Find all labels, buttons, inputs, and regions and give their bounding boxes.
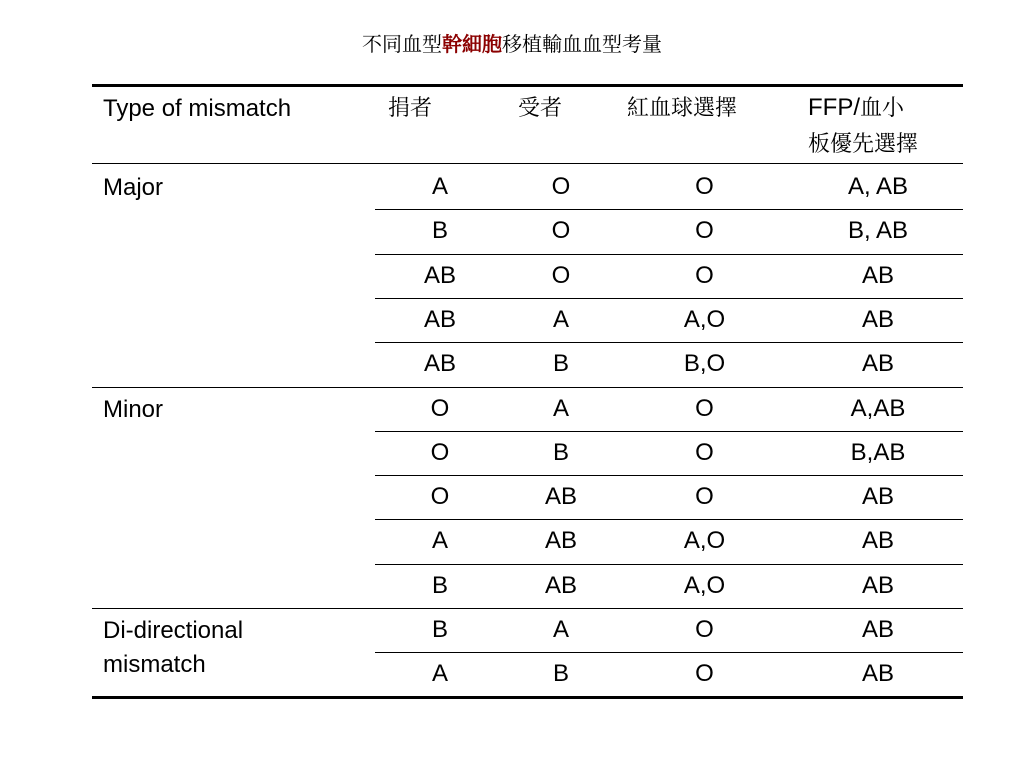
row-separator-rule bbox=[375, 254, 963, 255]
header-ffp bbox=[808, 90, 918, 163]
table-cell: AB bbox=[861, 483, 894, 511]
header-ffp-line2: 板優先選擇 bbox=[808, 132, 919, 157]
table-cell: A, AB bbox=[847, 173, 909, 200]
table-cell: AB bbox=[544, 571, 577, 599]
table-cell: O bbox=[551, 261, 571, 289]
table-cell: O bbox=[695, 217, 714, 245]
group-label bbox=[103, 393, 163, 427]
table-cell: O bbox=[695, 173, 714, 200]
table-cell: A bbox=[431, 527, 448, 555]
table-cell: AB bbox=[861, 616, 894, 643]
table-cell: AB bbox=[861, 305, 894, 333]
table-header-rule bbox=[92, 84, 963, 87]
table-cell: AB bbox=[423, 261, 456, 289]
table-cell: B,AB bbox=[850, 438, 906, 466]
row-separator-rule bbox=[375, 652, 963, 653]
header-type: Type of mismatch bbox=[103, 95, 292, 122]
group-label-line: Di-directional bbox=[103, 617, 244, 644]
table-cell: O bbox=[695, 616, 714, 643]
table-cell: A bbox=[552, 305, 569, 333]
table-cell: AB bbox=[861, 261, 894, 289]
row-separator-rule bbox=[375, 519, 963, 520]
row-separator-rule bbox=[375, 209, 963, 210]
table-cell: A,O bbox=[683, 571, 726, 599]
header-recipient: 受者 bbox=[518, 96, 563, 121]
header-ffp-cjk: 血小 bbox=[860, 96, 905, 121]
table-cell: B bbox=[431, 217, 448, 245]
table-cell: B bbox=[552, 660, 569, 688]
table-cell: O bbox=[695, 438, 714, 466]
group-label-line: mismatch bbox=[103, 651, 206, 678]
table-cell: AB bbox=[861, 660, 894, 688]
table-cell: B, AB bbox=[847, 217, 909, 245]
title-suffix: 移植輸血血型考量 bbox=[502, 32, 662, 56]
table-cell: AB bbox=[861, 350, 894, 378]
table-cell: O bbox=[695, 394, 714, 422]
table-cell: O bbox=[430, 438, 450, 466]
table-cell: A bbox=[431, 173, 448, 200]
table-cell: A,O bbox=[683, 305, 726, 333]
table-cell: A bbox=[552, 616, 569, 643]
table-cell: O bbox=[695, 261, 714, 289]
table-cell: AB bbox=[423, 350, 456, 378]
table-cell: B bbox=[431, 571, 448, 599]
table-cell: A,O bbox=[683, 527, 726, 555]
table-cell: B,O bbox=[683, 350, 726, 378]
row-separator-rule bbox=[375, 298, 963, 299]
group-separator-rule bbox=[92, 608, 963, 609]
header-rbc: 紅血球選擇 bbox=[627, 96, 738, 121]
table-cell: A bbox=[552, 394, 569, 422]
title-highlight: 幹細胞 bbox=[442, 32, 502, 56]
row-separator-rule bbox=[375, 475, 963, 476]
table-cell: B bbox=[552, 350, 569, 378]
group-label-line: Minor bbox=[103, 395, 164, 423]
table-cell: B bbox=[552, 438, 569, 466]
header-donor: 捐者 bbox=[388, 96, 433, 121]
table-body-rule bbox=[92, 163, 963, 164]
table-cell: AB bbox=[544, 527, 577, 555]
title-prefix: 不同血型 bbox=[362, 32, 442, 56]
table-cell: AB bbox=[544, 483, 577, 511]
table-cell: O bbox=[551, 217, 571, 245]
slide-title bbox=[0, 30, 1024, 58]
table-cell: AB bbox=[861, 571, 894, 599]
table-cell: O bbox=[695, 660, 714, 688]
table-cell: A,AB bbox=[850, 394, 906, 422]
header-ffp-latin: FFP/ bbox=[808, 94, 860, 121]
table-cell: O bbox=[695, 483, 714, 511]
row-separator-rule bbox=[375, 564, 963, 565]
row-separator-rule bbox=[375, 342, 963, 343]
table-cell: B bbox=[431, 616, 448, 643]
table-bottom-rule bbox=[92, 696, 963, 699]
group-label-line: Major bbox=[103, 174, 164, 201]
table-cell: AB bbox=[861, 527, 894, 555]
table-cell: O bbox=[430, 394, 450, 422]
table-cell: O bbox=[551, 173, 571, 200]
group-label bbox=[103, 614, 243, 682]
group-label bbox=[103, 171, 163, 205]
table-cell: O bbox=[430, 483, 450, 511]
table-cell: A bbox=[431, 660, 448, 688]
table-cell: AB bbox=[423, 305, 456, 333]
row-separator-rule bbox=[375, 431, 963, 432]
group-separator-rule bbox=[92, 387, 963, 388]
